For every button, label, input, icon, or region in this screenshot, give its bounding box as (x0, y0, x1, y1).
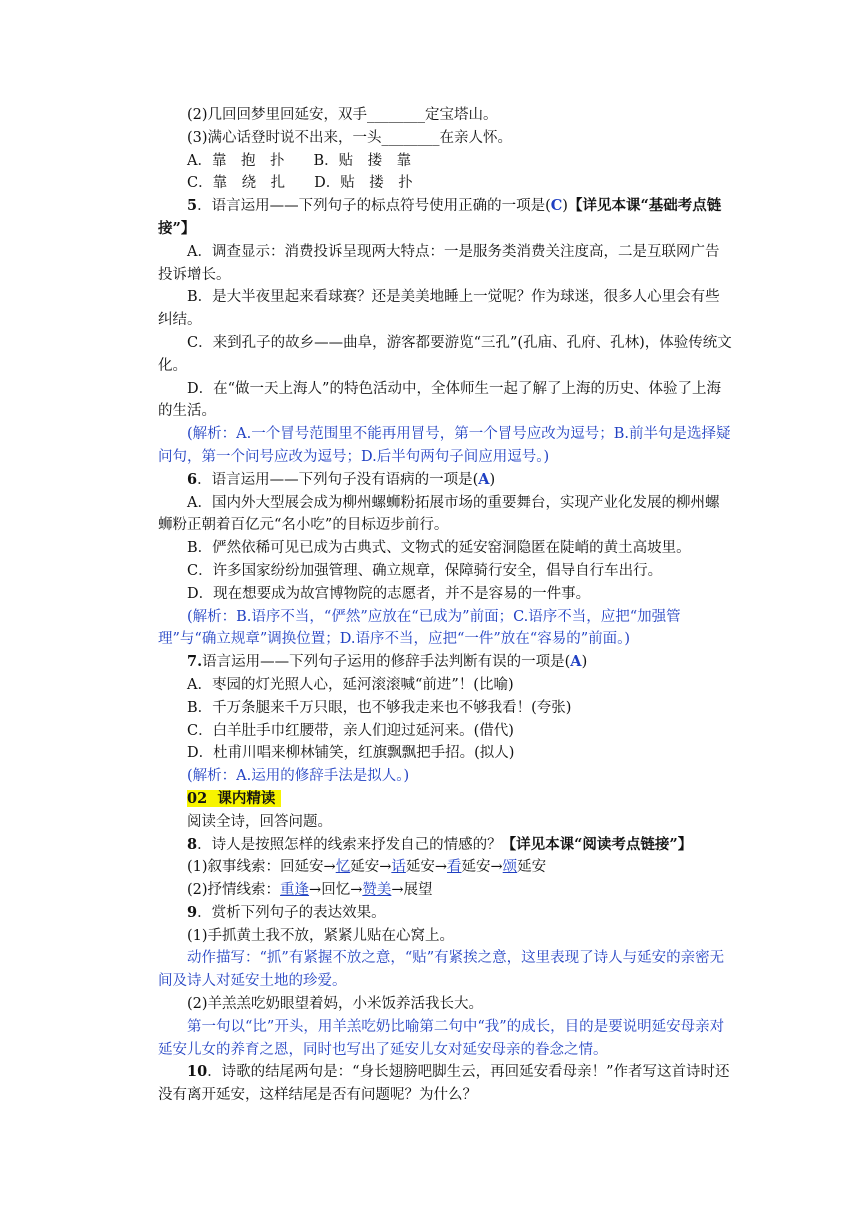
q8-answer-yi: 忆 (335, 859, 351, 876)
q4-item-3: (3)满心话登时说不出来，一头________在亲人怀。 (187, 129, 513, 146)
reading-intro: 阅读全诗，回答问题。 (187, 813, 332, 830)
q7-option-a: A．枣园的灯光照人心，延河滚滚喊“前进”！(比喻) (187, 676, 514, 693)
q8-stem (158, 834, 732, 857)
q5-number: 5 (187, 197, 198, 215)
q8-link: 【详见本课“阅读考点链接”】 (501, 835, 693, 853)
q8-line1-text2: 延安→ (405, 859, 448, 876)
q6-stem (158, 469, 732, 492)
q7-analysis: (解析：A.运用的修辞手法是拟人。) (187, 768, 410, 785)
q5-answer: C (550, 197, 563, 215)
q5-option-d: D．在“做一天上海人”的特色活动中，全体师生一起了解了上海的历史、体验了上海的生活。 (158, 380, 721, 420)
q10-number: 10 (187, 1063, 208, 1081)
q7-answer: A (570, 653, 582, 671)
q9-answer-2: 第一句以“比”开头，用羊羔吃奶比喻第二句中“我”的成长，目的是要说明延安母亲对延安儿女的养育之恩，同时也写出了延安儿女对延安母亲的眷念之情。 (158, 1018, 725, 1058)
q8-answer-chongfeng: 重逢 (280, 882, 310, 899)
q8-line1-prefix: (1)叙事线索：回延安→ (187, 859, 336, 876)
q5-link: 【详见本课“基础考点链接”】 (158, 197, 722, 237)
q8-line1-text1: 延安→ (350, 859, 392, 876)
q8-answer-song: 颂 (502, 859, 518, 876)
q8-emotion-clue (158, 879, 732, 902)
q7-option-d: D．杜甫川唱来柳林铺笑，红旗飘飘把手招。(拟人) (187, 745, 515, 762)
q5-option-c: C．来到孔子的故乡——曲阜，游客都要游览“三孔”(孔庙、孔府、孔林)，体验传统文化。 (158, 334, 732, 374)
q8-line1-text4: 延安 (517, 859, 547, 876)
q5-option-a: A．调查显示：消费投诉呈现两大特点：一是服务类消费关注度高，二是互联网广告投诉增长。 (158, 243, 720, 283)
q5-close: ) (562, 198, 568, 215)
q6-analysis: (解析：B.语序不当，“俨然”应放在“已成为”前面；C.语序不当，应把“加强管理”与“确立规章”调换位置；D.语序不当，应把“一件”放在“容易的”前面。) (158, 608, 681, 648)
q7-number: 7. (187, 653, 203, 671)
q9-answer-1: 动作描写：“抓”有紧握不放之意，“贴”有紧挨之意，这里表现了诗人与延安的亲密无间及诗人对延安土地的珍爱。 (158, 950, 725, 990)
q4-item-2: (2)几回回梦里回延安，双手________定宝塔山。 (187, 107, 498, 123)
q8-number: 8 (187, 835, 198, 853)
q6-number: 6 (187, 470, 198, 488)
q5-analysis: (解析：A.一个冒号范围里不能再用冒号，第一个冒号应改为逗号；B.前半句是选择疑问句，第一个问号应改为逗号；D.后半句两句子间应用逗号。) (158, 426, 731, 465)
q8-answer-hua: 话 (391, 859, 406, 876)
q8-line2-text1: →回忆→ (309, 882, 363, 899)
q7-stem-text: 语言运用——下列句子运用的修辞手法判断有误的一项是( (202, 654, 571, 671)
q7-option-c: C．白羊肚手巾红腰带，亲人们迎过延河来。(借代) (187, 722, 514, 739)
q8-line2-text2: →展望 (391, 882, 433, 899)
q6-close: ) (489, 471, 496, 488)
q6-option-d: D．现在想要成为故宫博物院的志愿者，并不是容易的一件事。 (187, 585, 591, 602)
q8-line2-prefix: (2)抒情线索： (187, 882, 281, 899)
q4-options-cd: C．靠 绕 扎 D．贴 搂 扑 (187, 175, 413, 192)
q9-sentence-2: (2)羊羔羔吃奶眼望着妈，小米饭养活我长大。 (187, 996, 484, 1013)
q5-stem-text: ．语言运用——下列句子的标点符号使用正确的一项是( (197, 198, 551, 215)
q6-option-a: A．国内外大型展会成为柳州螺蛳粉拓展市场的重要舞台，实现产业化发展的柳州螺蛳粉正朝着百亿元“名小吃”的目标迈步前行。 (158, 494, 720, 534)
q10-stem (158, 1061, 732, 1107)
q9-stem-text: ．赏析下列句子的表达效果。 (197, 904, 386, 921)
q8-line1-text3: 延安→ (461, 859, 503, 876)
section-highlight (187, 790, 281, 807)
q5-option-b: B．是大半夜里起来看球赛？还是美美地睡上一觉呢？作为球迷，很多人心里会有些纠结。 (158, 289, 720, 329)
q4-options-ab: A．靠 抱 扑 B．贴 搂 靠 (187, 152, 412, 169)
q9-stem (158, 902, 732, 925)
q8-answer-kan: 看 (447, 859, 462, 876)
q9-number: 9 (187, 903, 198, 921)
q6-stem-text: ．语言运用——下列句子没有语病的一项是( (197, 471, 479, 488)
q7-option-b: B．千万条腿来千万只眼，也不够我走来也不够我看！(夸张) (187, 699, 572, 716)
q8-narrative-clue (158, 856, 732, 879)
section-number: 02 (187, 789, 208, 807)
q5-stem (158, 195, 732, 241)
q8-answer-zanmei: 赞美 (362, 882, 392, 899)
worksheet-page (158, 104, 732, 1107)
section-header (158, 788, 732, 811)
q10-stem-text: ．诗歌的结尾两句是：“身长翅膀吧脚生云，再回延安看母亲！”作者写这首诗时还没有离开延安，这样结尾是否有问题呢？为什么？ (158, 1064, 730, 1104)
q7-close: ) (581, 654, 588, 671)
q8-stem-text: ．诗人是按照怎样的线索来抒发自己的情感的？ (197, 836, 502, 853)
q9-sentence-1: (1)手抓黄土我不放，紧紧儿贴在心窝上。 (187, 927, 455, 944)
q6-option-b: B．俨然依稀可见已成为古典式、文物式的延安窑洞隐匿在陡峭的黄土高坡里。 (187, 540, 691, 557)
q7-stem (158, 651, 732, 674)
q6-option-c: C．许多国家纷纷加强管理、确立规章，保障骑行安全，倡导自行车出行。 (187, 562, 663, 579)
q6-answer: A (478, 470, 490, 488)
section-title: 课内精读 (217, 789, 276, 807)
